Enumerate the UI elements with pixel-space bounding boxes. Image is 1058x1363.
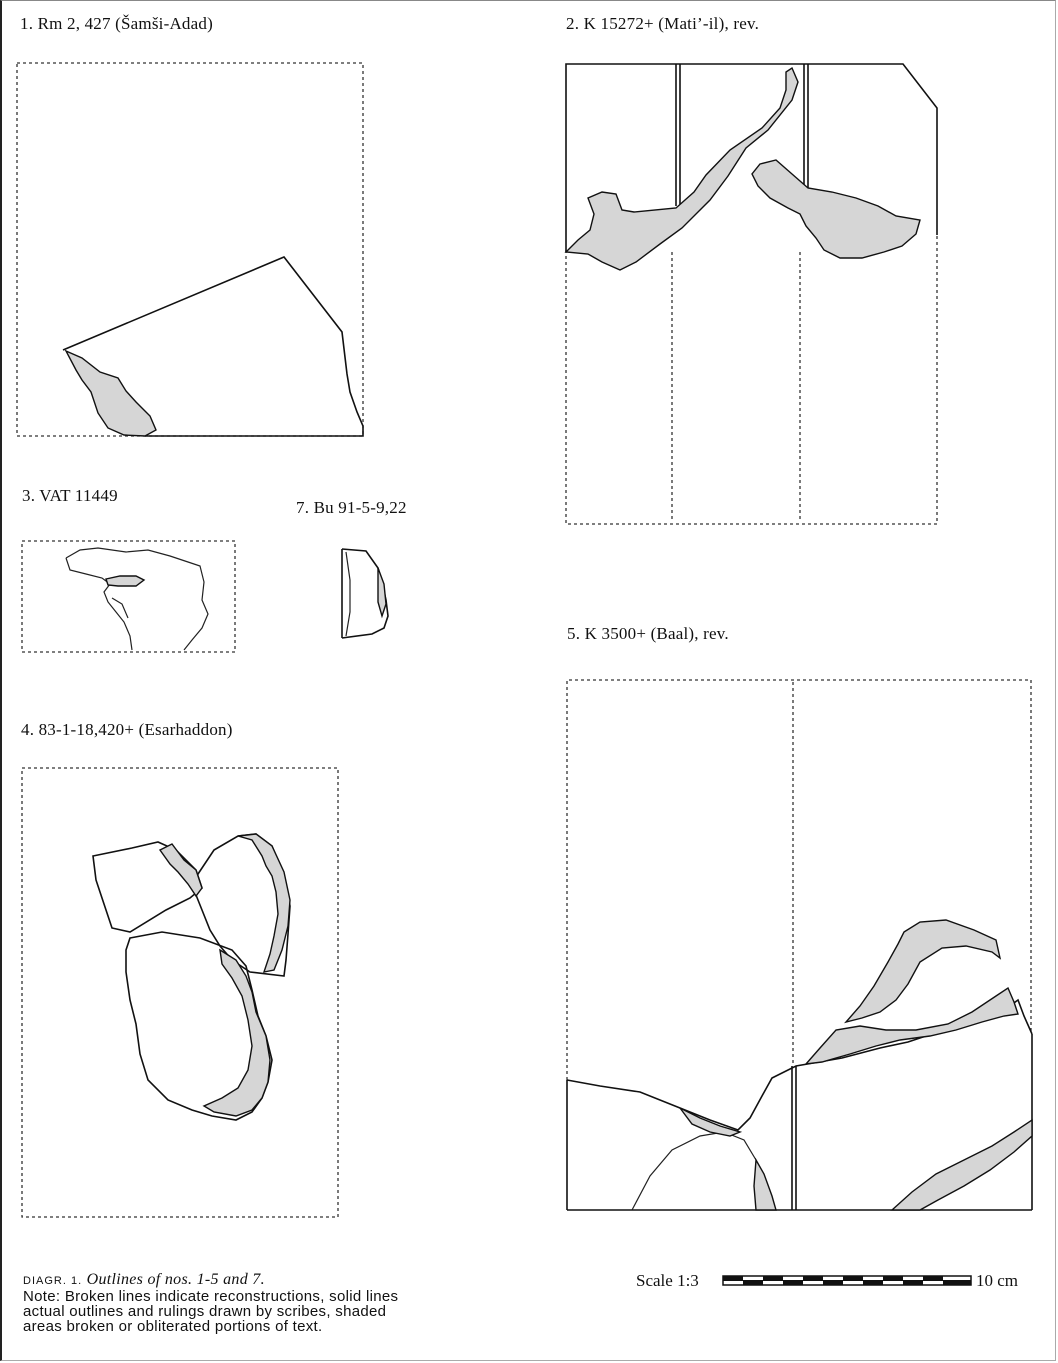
figure-3-shaded-area (106, 576, 144, 586)
figure-3-fragment-outline (66, 548, 208, 650)
figure-5-shaded-area-left (680, 1108, 740, 1136)
figure-5-shaded-area-lower-right (892, 1120, 1032, 1210)
figure-4-outline (22, 768, 338, 1217)
figure-2-label: 2. K 15272+ (Mati’-il), rev. (566, 14, 760, 33)
figure-4-label: 4. 83-1-18,420+ (Esarhaddon) (21, 720, 233, 739)
figure-5-shaded-area-top (846, 920, 1000, 1022)
figure-2-outline (566, 64, 937, 524)
figure-1-shaded-area (66, 351, 156, 436)
figure-5-shaded-area-lower-left (754, 1160, 776, 1210)
figure-5-label: 5. K 3500+ (Baal), rev. (567, 624, 729, 643)
figure-4-shaded-area-3 (204, 950, 270, 1116)
figure-1-label: 1. Rm 2, 427 (Šamši-Adad) (20, 14, 213, 33)
figure-5-outline (567, 680, 1032, 1210)
diagram-caption (23, 1272, 543, 1334)
figure-2-shaded-area-right (752, 160, 920, 258)
scale-label: Scale 1:3 (636, 1271, 699, 1290)
caption-diagram-label: DIAGR. 1. (23, 1275, 83, 1287)
figure-1-reconstruction-box (17, 63, 363, 436)
caption-note-line-1: Note: Broken lines indicate reconstructions, solid lines (23, 1288, 399, 1305)
figure-4-reconstruction-box (22, 768, 338, 1217)
scale-unit-label: 10 cm (976, 1271, 1019, 1290)
caption-note-line-2: actual outlines and rulings drawn by scribes, shaded (23, 1303, 387, 1320)
figure-3-outline (22, 541, 235, 652)
scale-bar (723, 1276, 971, 1285)
figure-4-shaded-area-2 (238, 834, 290, 972)
figure-3-reconstruction-box (22, 541, 235, 652)
caption-note-line-3: areas broken or obliterated portions of text. (23, 1318, 323, 1335)
figure-7-inner-line (346, 552, 350, 636)
figure-5-shaded-area-middle (806, 988, 1018, 1064)
figure-4-shaded-area-1 (160, 844, 202, 896)
figure-3-label: 3. VAT 11449 (22, 486, 118, 505)
figure-7-shaded-area (378, 568, 386, 616)
figure-7-label: 7. Bu 91-5-9,22 (296, 498, 407, 517)
figure-7-outline (342, 549, 388, 638)
figure-1-outline (17, 63, 363, 436)
caption-title: Outlines of nos. 1-5 and 7. (86, 1271, 265, 1288)
figure-2-reconstruction-box (566, 235, 937, 524)
figure-5-inner-fragment (632, 1132, 774, 1210)
caption-title-line (23, 1272, 543, 1289)
figure-3-inner-ruling (112, 598, 128, 618)
figure-4-fragment-upper-left (93, 842, 202, 932)
